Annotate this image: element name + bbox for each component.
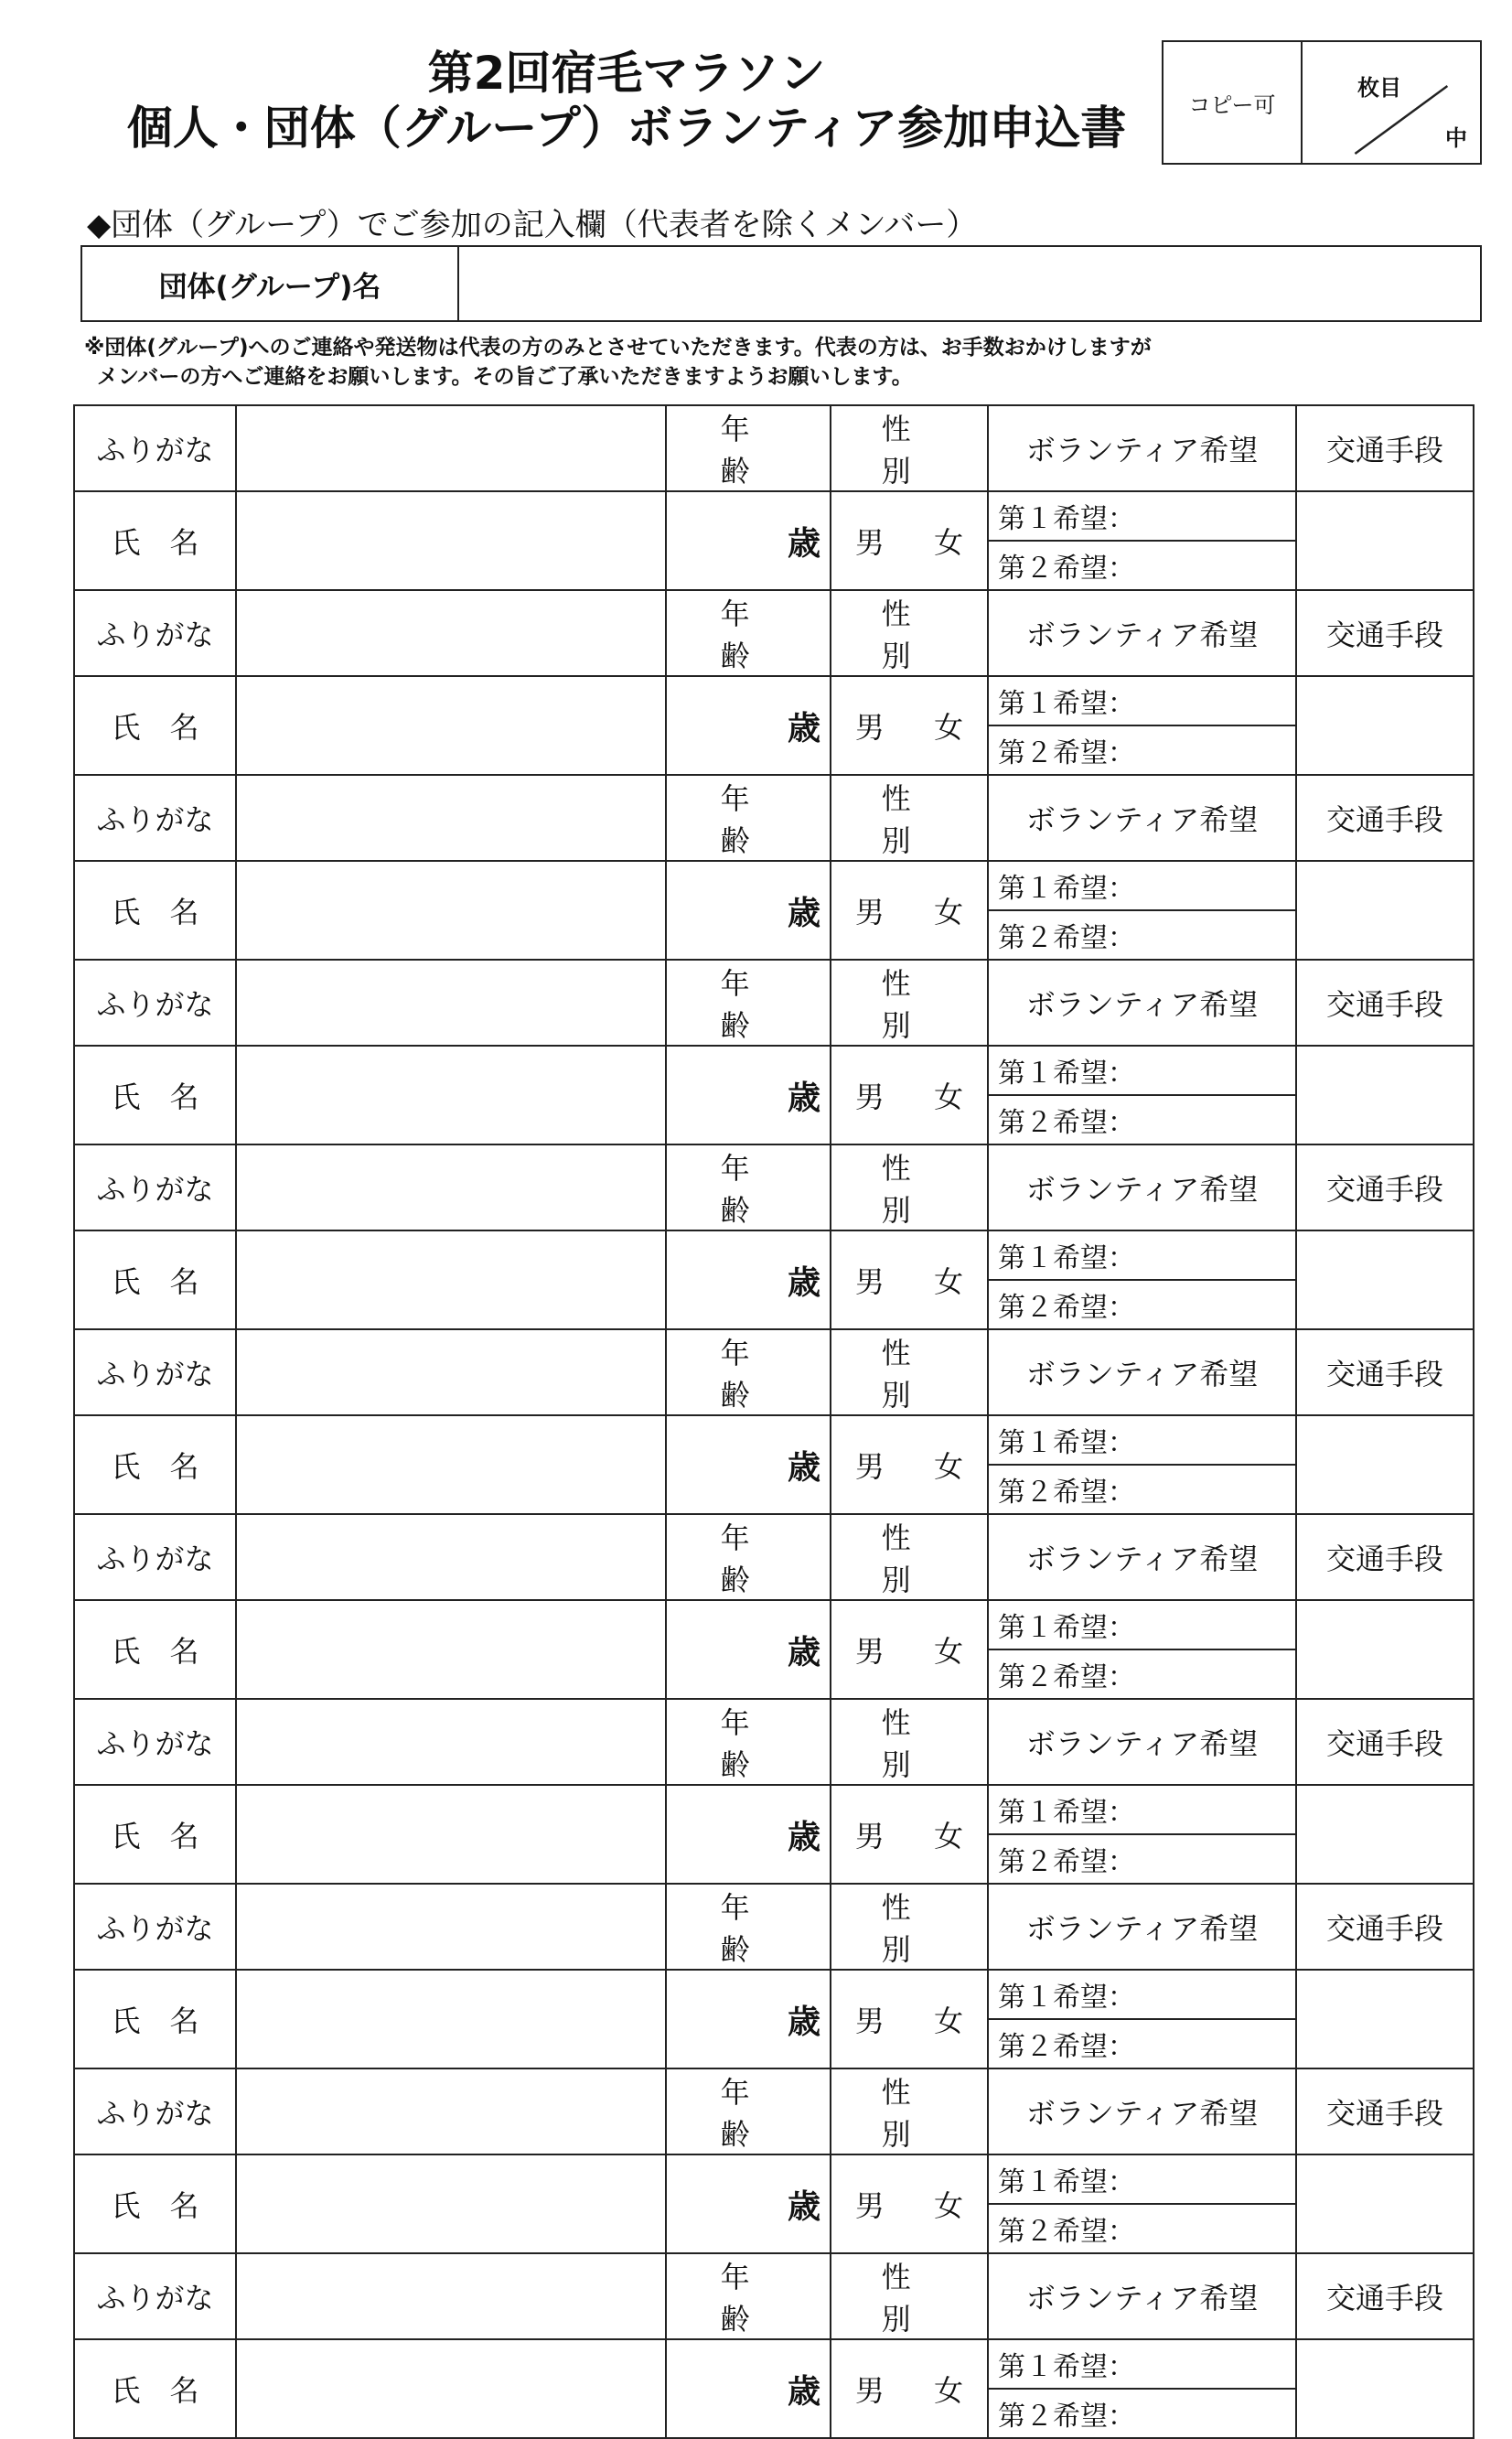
furigana-input[interactable] bbox=[236, 590, 666, 676]
wish1-label: 第１希望： bbox=[998, 1058, 1135, 1090]
age-input[interactable] bbox=[666, 676, 831, 775]
gender-male-option[interactable]: 男 bbox=[854, 895, 885, 929]
transport-label: 交通手段 bbox=[1296, 2253, 1474, 2339]
transport-input[interactable] bbox=[1296, 491, 1474, 590]
copy-box bbox=[1162, 40, 1482, 165]
document-title-line1: 第2回宿毛マラソン bbox=[427, 47, 826, 100]
gender-select bbox=[831, 1600, 988, 1699]
volunteer-label: ボランティア希望 bbox=[988, 1514, 1296, 1600]
member-row-wish1 bbox=[74, 2339, 1474, 2389]
member-header-row bbox=[74, 1329, 1474, 1415]
notice bbox=[84, 333, 1152, 392]
age-label: 年 齢 bbox=[666, 2253, 831, 2339]
furigana-input[interactable] bbox=[236, 1884, 666, 1970]
age-input[interactable] bbox=[666, 861, 831, 960]
gender-female-option[interactable]: 女 bbox=[934, 1819, 964, 1853]
furigana-input[interactable] bbox=[236, 1144, 666, 1230]
sheet-total-unit: 中 bbox=[1445, 125, 1467, 151]
wish2-input[interactable] bbox=[988, 2019, 1296, 2068]
member-header-row bbox=[74, 775, 1474, 861]
transport-label: 交通手段 bbox=[1296, 405, 1474, 491]
age-unit: 歳 bbox=[787, 1448, 820, 1487]
member-row-wish1 bbox=[74, 1785, 1474, 1834]
wish2-label: 第２希望： bbox=[998, 737, 1135, 769]
transport-label: 交通手段 bbox=[1296, 1144, 1474, 1230]
transport-input[interactable] bbox=[1296, 1600, 1474, 1699]
name-label: 氏 名 bbox=[74, 1230, 236, 1329]
age-input[interactable] bbox=[666, 1785, 831, 1884]
volunteer-label: ボランティア希望 bbox=[988, 1144, 1296, 1230]
member-row-wish1 bbox=[74, 1046, 1474, 1095]
member-header-row bbox=[74, 1144, 1474, 1230]
section-heading: ◆団体（グループ）でご参加の記入欄（代表者を除くメンバー） bbox=[87, 207, 978, 243]
age-unit: 歳 bbox=[787, 2187, 820, 2226]
gender-male-option[interactable]: 男 bbox=[854, 1264, 885, 1299]
gender-label: 性 別 bbox=[831, 2068, 988, 2154]
wish1-label: 第１希望： bbox=[998, 688, 1135, 720]
wish1-label: 第１希望： bbox=[998, 2351, 1135, 2383]
transport-label: 交通手段 bbox=[1296, 775, 1474, 861]
transport-label: 交通手段 bbox=[1296, 1514, 1474, 1600]
name-label: 氏 名 bbox=[74, 1046, 236, 1144]
wish2-label: 第２希望： bbox=[998, 2401, 1135, 2433]
furigana-input[interactable] bbox=[236, 960, 666, 1046]
gender-label: 性 別 bbox=[831, 405, 988, 491]
age-label: 年 齢 bbox=[666, 1329, 831, 1415]
gender-male-option[interactable]: 男 bbox=[854, 1634, 885, 1669]
gender-label: 性 別 bbox=[831, 1699, 988, 1785]
age-unit: 歳 bbox=[787, 1818, 820, 1856]
age-unit: 歳 bbox=[787, 1079, 820, 1117]
volunteer-label: ボランティア希望 bbox=[988, 590, 1296, 676]
transport-input[interactable] bbox=[1296, 2339, 1474, 2438]
age-label: 年 齢 bbox=[666, 1884, 831, 1970]
wish2-input[interactable] bbox=[988, 1465, 1296, 1514]
wish1-input[interactable] bbox=[988, 2154, 1296, 2204]
name-input[interactable] bbox=[236, 2154, 666, 2253]
wish2-label: 第２希望： bbox=[998, 922, 1135, 954]
furigana-input[interactable] bbox=[236, 775, 666, 861]
transport-label: 交通手段 bbox=[1296, 1329, 1474, 1415]
transport-label: 交通手段 bbox=[1296, 590, 1474, 676]
member-header-row bbox=[74, 1884, 1474, 1970]
age-label: 年 齢 bbox=[666, 1699, 831, 1785]
age-input[interactable] bbox=[666, 1970, 831, 2068]
gender-male-option[interactable]: 男 bbox=[854, 1819, 885, 1853]
gender-select bbox=[831, 1970, 988, 2068]
gender-female-option[interactable]: 女 bbox=[934, 1449, 964, 1484]
wish1-input[interactable] bbox=[988, 1046, 1296, 1095]
furigana-input[interactable] bbox=[236, 2068, 666, 2154]
notice-line-2: メンバーの方へご連絡をお願いします。その旨ご了承いただきますようお願いします。 bbox=[97, 365, 913, 389]
transport-input[interactable] bbox=[1296, 1785, 1474, 1884]
name-input[interactable] bbox=[236, 1046, 666, 1144]
volunteer-label: ボランティア希望 bbox=[988, 775, 1296, 861]
age-label: 年 齢 bbox=[666, 1514, 831, 1600]
member-header-row bbox=[74, 2068, 1474, 2154]
member-row-wish1 bbox=[74, 676, 1474, 725]
wish1-label: 第１希望： bbox=[998, 1427, 1135, 1459]
gender-male-option[interactable]: 男 bbox=[854, 2188, 885, 2223]
volunteer-label: ボランティア希望 bbox=[988, 2253, 1296, 2339]
name-input[interactable] bbox=[236, 2339, 666, 2438]
wish1-input[interactable] bbox=[988, 861, 1296, 910]
volunteer-label: ボランティア希望 bbox=[988, 1699, 1296, 1785]
wish1-input[interactable] bbox=[988, 2339, 1296, 2389]
member-header-row bbox=[74, 405, 1474, 491]
wish1-label: 第１希望： bbox=[998, 2166, 1135, 2198]
name-input[interactable] bbox=[236, 676, 666, 775]
wish1-label: 第１希望： bbox=[998, 1242, 1135, 1274]
furigana-label: ふりがな bbox=[74, 1329, 236, 1415]
gender-select bbox=[831, 861, 988, 960]
wish1-label: 第１希望： bbox=[998, 1797, 1135, 1829]
wish2-input[interactable] bbox=[988, 2389, 1296, 2438]
age-unit: 歳 bbox=[787, 1263, 820, 1302]
age-label: 年 齢 bbox=[666, 2068, 831, 2154]
furigana-label: ふりがな bbox=[74, 1884, 236, 1970]
gender-select bbox=[831, 1046, 988, 1144]
name-input[interactable] bbox=[236, 861, 666, 960]
gender-male-option[interactable]: 男 bbox=[854, 1449, 885, 1484]
wish2-input[interactable] bbox=[988, 1649, 1296, 1699]
furigana-label: ふりがな bbox=[74, 2068, 236, 2154]
wish1-label: 第１希望： bbox=[998, 1982, 1135, 2014]
gender-select bbox=[831, 2339, 988, 2438]
wish2-input[interactable] bbox=[988, 1280, 1296, 1329]
member-row-wish1 bbox=[74, 1600, 1474, 1649]
gender-label: 性 別 bbox=[831, 775, 988, 861]
furigana-label: ふりがな bbox=[74, 960, 236, 1046]
age-label: 年 齢 bbox=[666, 775, 831, 861]
transport-label: 交通手段 bbox=[1296, 1699, 1474, 1785]
furigana-label: ふりがな bbox=[74, 590, 236, 676]
group-name-row bbox=[80, 245, 1482, 322]
gender-female-option[interactable]: 女 bbox=[934, 1080, 964, 1114]
age-input[interactable] bbox=[666, 1230, 831, 1329]
wish2-input[interactable] bbox=[988, 1095, 1296, 1144]
furigana-label: ふりがな bbox=[74, 405, 236, 491]
member-header-row bbox=[74, 1699, 1474, 1785]
sheet-number-field[interactable] bbox=[1303, 42, 1480, 163]
name-label: 氏 名 bbox=[74, 861, 236, 960]
transport-input[interactable] bbox=[1296, 1415, 1474, 1514]
age-unit: 歳 bbox=[787, 2003, 820, 2041]
transport-input[interactable] bbox=[1296, 861, 1474, 960]
age-input[interactable] bbox=[666, 2154, 831, 2253]
wish1-input[interactable] bbox=[988, 1970, 1296, 2019]
wish2-label: 第２希望： bbox=[998, 2031, 1135, 2063]
age-label: 年 齢 bbox=[666, 960, 831, 1046]
age-input[interactable] bbox=[666, 1046, 831, 1144]
age-input[interactable] bbox=[666, 1600, 831, 1699]
member-row-wish1 bbox=[74, 2154, 1474, 2204]
volunteer-label: ボランティア希望 bbox=[988, 1329, 1296, 1415]
furigana-label: ふりがな bbox=[74, 2253, 236, 2339]
transport-input[interactable] bbox=[1296, 1970, 1474, 2068]
volunteer-label: ボランティア希望 bbox=[988, 1884, 1296, 1970]
wish2-input[interactable] bbox=[988, 725, 1296, 775]
gender-female-option[interactable]: 女 bbox=[934, 2373, 964, 2408]
furigana-input[interactable] bbox=[236, 2253, 666, 2339]
gender-female-option[interactable]: 女 bbox=[934, 1264, 964, 1299]
member-table bbox=[73, 404, 1474, 2439]
group-name-input[interactable] bbox=[459, 247, 1480, 320]
furigana-label: ふりがな bbox=[74, 1144, 236, 1230]
member-row-wish1 bbox=[74, 491, 1474, 541]
furigana-input[interactable] bbox=[236, 1699, 666, 1785]
wish1-label: 第１希望： bbox=[998, 1612, 1135, 1644]
gender-label: 性 別 bbox=[831, 1144, 988, 1230]
gender-female-option[interactable]: 女 bbox=[934, 895, 964, 929]
name-input[interactable] bbox=[236, 1600, 666, 1699]
gender-male-option[interactable]: 男 bbox=[854, 525, 885, 560]
member-row-wish1 bbox=[74, 1230, 1474, 1280]
wish1-label: 第１希望： bbox=[998, 873, 1135, 905]
member-row-wish1 bbox=[74, 1970, 1474, 2019]
gender-label: 性 別 bbox=[831, 1884, 988, 1970]
furigana-input[interactable] bbox=[236, 405, 666, 491]
transport-label: 交通手段 bbox=[1296, 1884, 1474, 1970]
gender-select bbox=[831, 1785, 988, 1884]
gender-select bbox=[831, 676, 988, 775]
name-label: 氏 名 bbox=[74, 1785, 236, 1884]
wish2-label: 第２希望： bbox=[998, 2216, 1135, 2248]
group-name-label: 団体(グループ)名 bbox=[82, 247, 459, 320]
furigana-label: ふりがな bbox=[74, 1699, 236, 1785]
wish1-input[interactable] bbox=[988, 1415, 1296, 1465]
age-unit: 歳 bbox=[787, 894, 820, 932]
name-label: 氏 名 bbox=[74, 1415, 236, 1514]
gender-label: 性 別 bbox=[831, 960, 988, 1046]
furigana-label: ふりがな bbox=[74, 1514, 236, 1600]
name-input[interactable] bbox=[236, 1785, 666, 1884]
gender-female-option[interactable]: 女 bbox=[934, 525, 964, 560]
wish2-label: 第２希望： bbox=[998, 1292, 1135, 1324]
gender-female-option[interactable]: 女 bbox=[934, 2188, 964, 2223]
transport-input[interactable] bbox=[1296, 2154, 1474, 2253]
transport-label: 交通手段 bbox=[1296, 2068, 1474, 2154]
notice-line-1: ※団体(グループ)へのご連絡や発送物は代表の方のみとさせていただきます。代表の方は、お手数おかけしますが bbox=[84, 336, 1152, 360]
name-input[interactable] bbox=[236, 1415, 666, 1514]
gender-male-option[interactable]: 男 bbox=[854, 1080, 885, 1114]
wish2-label: 第２希望： bbox=[998, 1107, 1135, 1139]
gender-label: 性 別 bbox=[831, 1514, 988, 1600]
member-header-row bbox=[74, 590, 1474, 676]
furigana-input[interactable] bbox=[236, 1514, 666, 1600]
gender-male-option[interactable]: 男 bbox=[854, 710, 885, 745]
wish1-input[interactable] bbox=[988, 1785, 1296, 1834]
furigana-input[interactable] bbox=[236, 1329, 666, 1415]
name-label: 氏 名 bbox=[74, 2339, 236, 2438]
copy-allowed-label: コピー可 bbox=[1163, 42, 1303, 163]
gender-select bbox=[831, 1230, 988, 1329]
member-header-row bbox=[74, 960, 1474, 1046]
name-input[interactable] bbox=[236, 1970, 666, 2068]
gender-male-option[interactable]: 男 bbox=[854, 2004, 885, 2038]
gender-female-option[interactable]: 女 bbox=[934, 2004, 964, 2038]
transport-input[interactable] bbox=[1296, 676, 1474, 775]
transport-input[interactable] bbox=[1296, 1046, 1474, 1144]
gender-label: 性 別 bbox=[831, 2253, 988, 2339]
sheet-number-label: 枚目 bbox=[1357, 75, 1401, 101]
gender-female-option[interactable]: 女 bbox=[934, 710, 964, 745]
age-unit: 歳 bbox=[787, 524, 820, 563]
age-input[interactable] bbox=[666, 1415, 831, 1514]
wish1-input[interactable] bbox=[988, 1230, 1296, 1280]
member-row-wish1 bbox=[74, 861, 1474, 910]
wish2-input[interactable] bbox=[988, 541, 1296, 590]
gender-male-option[interactable]: 男 bbox=[854, 2373, 885, 2408]
wish2-input[interactable] bbox=[988, 1834, 1296, 1884]
name-label: 氏 名 bbox=[74, 1970, 236, 2068]
gender-select bbox=[831, 1415, 988, 1514]
gender-label: 性 別 bbox=[831, 1329, 988, 1415]
member-header-row bbox=[74, 2253, 1474, 2339]
age-unit: 歳 bbox=[787, 709, 820, 747]
member-header-row bbox=[74, 1514, 1474, 1600]
age-label: 年 齢 bbox=[666, 1144, 831, 1230]
transport-label: 交通手段 bbox=[1296, 960, 1474, 1046]
name-label: 氏 名 bbox=[74, 491, 236, 590]
volunteer-label: ボランティア希望 bbox=[988, 960, 1296, 1046]
age-unit: 歳 bbox=[787, 1633, 820, 1671]
gender-label: 性 別 bbox=[831, 590, 988, 676]
furigana-label: ふりがな bbox=[74, 775, 236, 861]
gender-female-option[interactable]: 女 bbox=[934, 1634, 964, 1669]
wish2-label: 第２希望： bbox=[998, 1661, 1135, 1693]
wish2-label: 第２希望： bbox=[998, 1477, 1135, 1509]
name-label: 氏 名 bbox=[74, 676, 236, 775]
wish2-input[interactable] bbox=[988, 910, 1296, 960]
name-label: 氏 名 bbox=[74, 1600, 236, 1699]
age-input[interactable] bbox=[666, 491, 831, 590]
member-row-wish1 bbox=[74, 1415, 1474, 1465]
transport-input[interactable] bbox=[1296, 1230, 1474, 1329]
name-input[interactable] bbox=[236, 1230, 666, 1329]
gender-select bbox=[831, 2154, 988, 2253]
wish1-input[interactable] bbox=[988, 676, 1296, 725]
age-label: 年 齢 bbox=[666, 590, 831, 676]
wish1-label: 第１希望： bbox=[998, 503, 1135, 535]
wish2-label: 第２希望： bbox=[998, 1846, 1135, 1878]
document-title-line2: 個人・団体（グループ）ボランティア参加申込書 bbox=[126, 102, 1127, 155]
age-input[interactable] bbox=[666, 2339, 831, 2438]
name-input[interactable] bbox=[236, 491, 666, 590]
wish2-input[interactable] bbox=[988, 2204, 1296, 2253]
wish1-input[interactable] bbox=[988, 1600, 1296, 1649]
volunteer-label: ボランティア希望 bbox=[988, 2068, 1296, 2154]
age-unit: 歳 bbox=[787, 2372, 820, 2411]
age-label: 年 齢 bbox=[666, 405, 831, 491]
name-label: 氏 名 bbox=[74, 2154, 236, 2253]
volunteer-label: ボランティア希望 bbox=[988, 405, 1296, 491]
wish1-input[interactable] bbox=[988, 491, 1296, 541]
wish2-label: 第２希望： bbox=[998, 553, 1135, 585]
gender-select bbox=[831, 491, 988, 590]
